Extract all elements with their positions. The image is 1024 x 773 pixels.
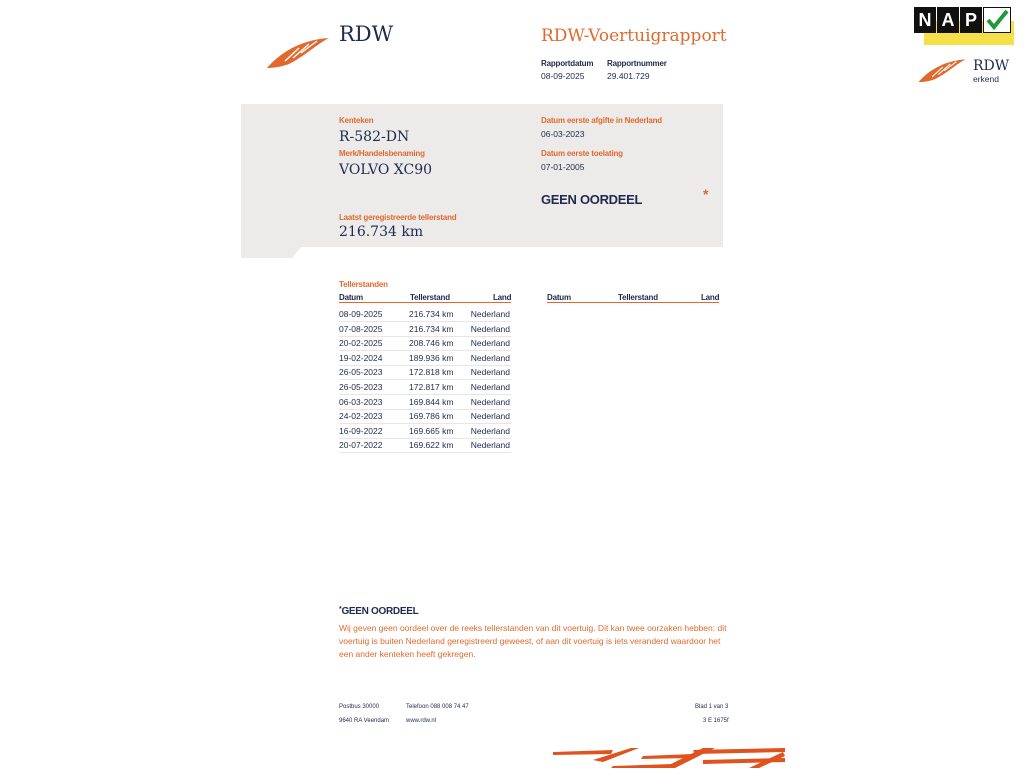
rapportdatum-value: 08-09-2025 — [541, 71, 585, 81]
note-title — [339, 606, 418, 617]
row-land: Nederland — [470, 367, 510, 378]
row-tellerstand: 172.818 km — [409, 367, 454, 378]
panel-tab-decoration — [241, 247, 301, 258]
tellerstand-label: Laatst geregistreerde tellerstand — [339, 213, 457, 222]
row-land: Nederland — [470, 309, 510, 319]
row-tellerstand: 169.844 km — [409, 396, 454, 407]
col-header-tellerstand-right: Tellerstand — [618, 293, 658, 302]
row-datum: 06-03-2023 — [339, 396, 383, 407]
row-divider — [339, 438, 511, 439]
toelating-label: Datum eerste toelating — [541, 149, 623, 158]
row-datum: 19-02-2024 — [339, 352, 383, 363]
row-land: Nederland — [470, 382, 510, 392]
kenteken-value: R-582-DN — [339, 129, 410, 145]
rdw-erkend-title: RDW — [973, 58, 1010, 74]
row-tellerstand: 169.622 km — [409, 440, 454, 451]
row-divider — [339, 365, 511, 366]
row-land: Nederland — [470, 338, 510, 349]
oordeel-asterisk: * — [703, 186, 709, 202]
nap-letter-n: N — [914, 7, 936, 33]
row-tellerstand: 216.734 km — [409, 323, 454, 334]
row-datum: 20-02-2025 — [339, 338, 383, 349]
row-tellerstand: 169.786 km — [409, 411, 454, 422]
row-tellerstand: 172.817 km — [409, 382, 454, 392]
row-land: Nederland — [470, 352, 510, 363]
rapportdatum-label: Rapportdatum — [541, 59, 594, 68]
row-tellerstand: 169.665 km — [409, 425, 454, 436]
nap-letter-p: P — [960, 7, 982, 33]
report-title: RDW-Voertuigrapport — [541, 26, 727, 46]
row-land: Nederland — [470, 396, 510, 407]
col-header-land: Land — [493, 293, 512, 302]
table-title: Tellerstanden — [339, 280, 388, 289]
rapportnummer-label: Rapportnummer — [607, 59, 667, 68]
nap-letter-a: A — [937, 7, 959, 33]
row-divider — [339, 336, 511, 337]
vehicle-panel — [241, 104, 723, 247]
footer-telefoon: Telefoon 088 008 74 47 — [406, 704, 469, 710]
row-divider — [339, 423, 511, 424]
row-datum: 26-05-2023 — [339, 367, 383, 378]
col-header-datum-right: Datum — [547, 293, 571, 302]
note-title-text: GEEN OORDEEL — [341, 606, 419, 617]
row-divider — [339, 409, 511, 410]
rapportnummer-value: 29.401.729 — [607, 71, 650, 81]
oordeel-status: GEEN OORDEEL — [541, 192, 643, 207]
note-text: Wij geven geen oordeel over de reeks tellerstanden van dit voertuig. Dit kan twee oorzaken hebben: dit voertuig is buiten Nederland geregistreerd geweest, of aan dit voertuig is iets veranderd waardoor het een ander kenteken heeft gekregen. — [339, 623, 727, 659]
row-datum: 07-08-2025 — [339, 323, 383, 334]
note-asterisk: * — [339, 606, 342, 613]
row-land: Nederland — [470, 411, 510, 422]
row-datum: 20-07-2022 — [339, 440, 383, 451]
row-land: Nederland — [470, 440, 510, 451]
toelating-value: 07-01-2005 — [541, 162, 585, 172]
row-divider — [339, 394, 511, 395]
brand-title: RDW — [339, 22, 394, 46]
row-divider — [339, 379, 511, 380]
checkmark-icon — [983, 7, 1011, 33]
col-header-tellerstand: Tellerstand — [410, 293, 450, 302]
merk-label: Merk/Handelsbenaming — [339, 149, 425, 158]
merk-value: VOLVO XC90 — [339, 162, 433, 178]
row-tellerstand: 208.746 km — [409, 338, 454, 349]
footer-plaats: 9640 RA Veendam — [339, 718, 390, 724]
row-tellerstand: 216.734 km — [409, 309, 454, 319]
row-land: Nederland — [470, 323, 510, 334]
rdw-erkend-subtitle: erkend — [973, 74, 999, 84]
footer-code: 3 E 1675f — [703, 718, 729, 724]
footer-website[interactable]: www.rdw.nl — [406, 718, 437, 724]
row-datum: 26-05-2023 — [339, 382, 383, 392]
afgifte-value: 06-03-2023 — [541, 129, 585, 139]
table-header-rule-right — [547, 302, 719, 303]
row-divider — [339, 321, 511, 322]
decorative-stripes-icon — [553, 746, 785, 768]
row-divider — [339, 452, 511, 453]
row-divider — [339, 350, 511, 351]
afgifte-label: Datum eerste afgifte in Nederland — [541, 116, 662, 125]
rdw-logo-icon — [265, 34, 331, 70]
row-tellerstand: 189.936 km — [409, 352, 454, 363]
tellerstand-value: 216.734 km — [339, 224, 424, 240]
rdw-erkend-logo-icon — [917, 56, 967, 84]
kenteken-label: Kenteken — [339, 116, 374, 125]
col-header-datum: Datum — [339, 293, 363, 302]
row-land: Nederland — [470, 425, 510, 436]
col-header-land-right: Land — [701, 293, 720, 302]
nap-badge — [914, 5, 1014, 45]
table-header-rule — [339, 302, 511, 303]
footer-page-number: Blad 1 van 3 — [695, 704, 729, 710]
row-datum: 08-09-2025 — [339, 309, 383, 319]
row-datum: 16-09-2022 — [339, 425, 383, 436]
footer-postbus: Postbus 30000 — [339, 704, 380, 710]
row-datum: 24-02-2023 — [339, 411, 383, 422]
